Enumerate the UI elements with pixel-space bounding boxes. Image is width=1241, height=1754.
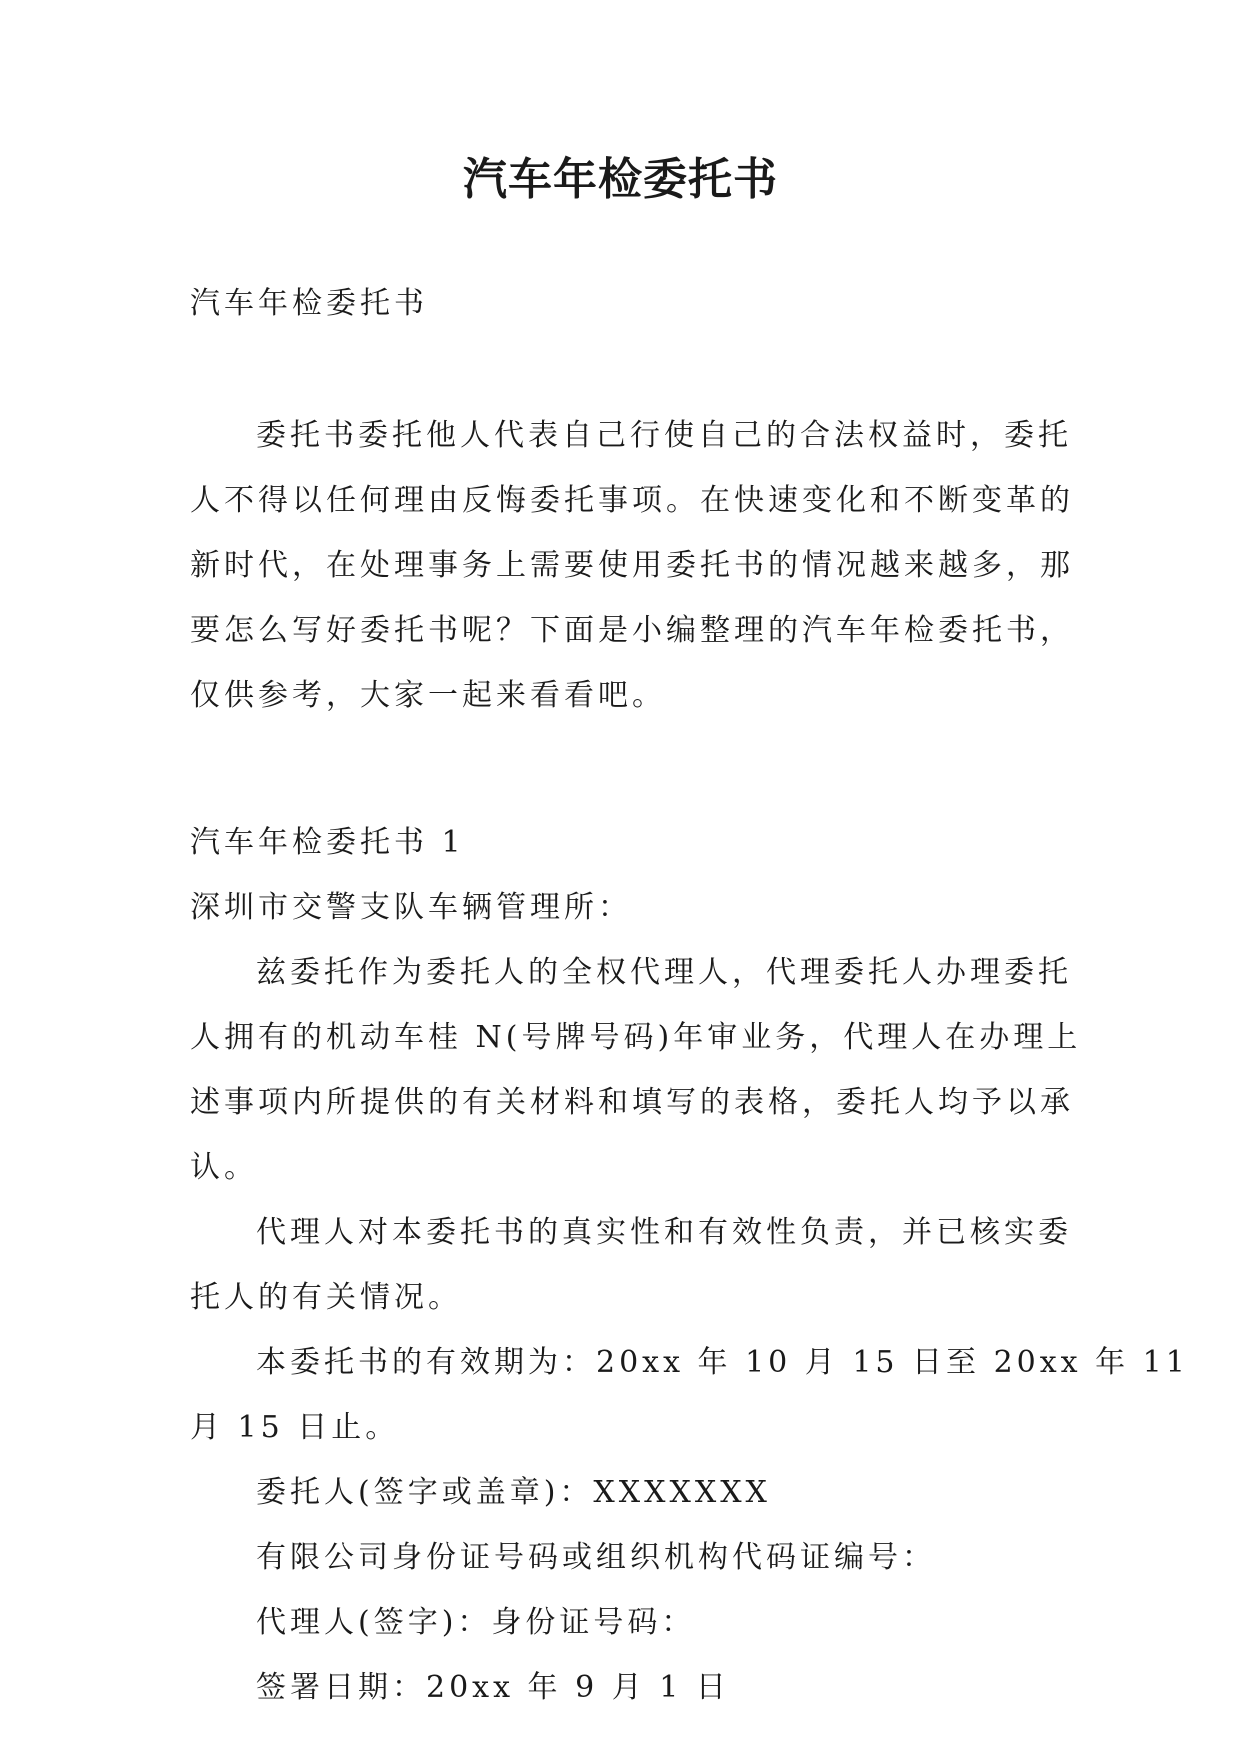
- body-line: 月 15 日止。: [190, 1410, 400, 1445]
- agent-signature-line: 代理人(签字)：身份证号码：: [256, 1605, 696, 1640]
- signing-date-line: 签署日期：20xx 年 9 月 1 日: [256, 1670, 730, 1705]
- intro-line: 仅供参考，大家一起来看看吧。: [190, 678, 666, 713]
- body-line: 人拥有的机动车桂 N(号牌号码)年审业务，代理人在办理上: [190, 1020, 1082, 1055]
- body-line: 述事项内所提供的有关材料和填写的表格，委托人均予以承: [190, 1085, 1074, 1120]
- company-id-line: 有限公司身份证号码或组织机构代码证编号：: [256, 1540, 936, 1575]
- addressee: 深圳市交警支队车辆管理所：: [190, 890, 632, 925]
- intro-line: 新时代，在处理事务上需要使用委托书的情况越来越多，那: [190, 548, 1074, 583]
- intro-line: 要怎么写好委托书呢？下面是小编整理的汽车年检委托书，: [190, 613, 1074, 648]
- document-body: [190, 286, 1189, 1705]
- client-signature-line: 委托人(签字或盖章)：XXXXXXX: [256, 1475, 771, 1510]
- body-paragraph-1: [190, 955, 1082, 1185]
- body-line: 本委托书的有效期为：20xx 年 10 月 15 日至 20xx 年 11: [256, 1345, 1189, 1380]
- document-subtitle: 汽车年检委托书: [190, 286, 428, 321]
- intro-line: 人不得以任何理由反悔委托事项。在快速变化和不断变革的: [190, 483, 1074, 518]
- body-line: 兹委托作为委托人的全权代理人，代理委托人办理委托: [256, 955, 1072, 990]
- document-title: 汽车年检委托书: [463, 154, 778, 205]
- intro-paragraph: [190, 418, 1074, 713]
- body-line: 认。: [190, 1150, 258, 1185]
- body-paragraph-3: [190, 1345, 1189, 1445]
- body-line: 代理人对本委托书的真实性和有效性负责，并已核实委: [256, 1215, 1072, 1250]
- intro-line: 委托书委托他人代表自己行使自己的合法权益时，委托: [256, 418, 1072, 453]
- section-heading: 汽车年检委托书 1: [190, 825, 465, 860]
- body-paragraph-2: [190, 1215, 1072, 1315]
- body-line: 托人的有关情况。: [190, 1280, 462, 1315]
